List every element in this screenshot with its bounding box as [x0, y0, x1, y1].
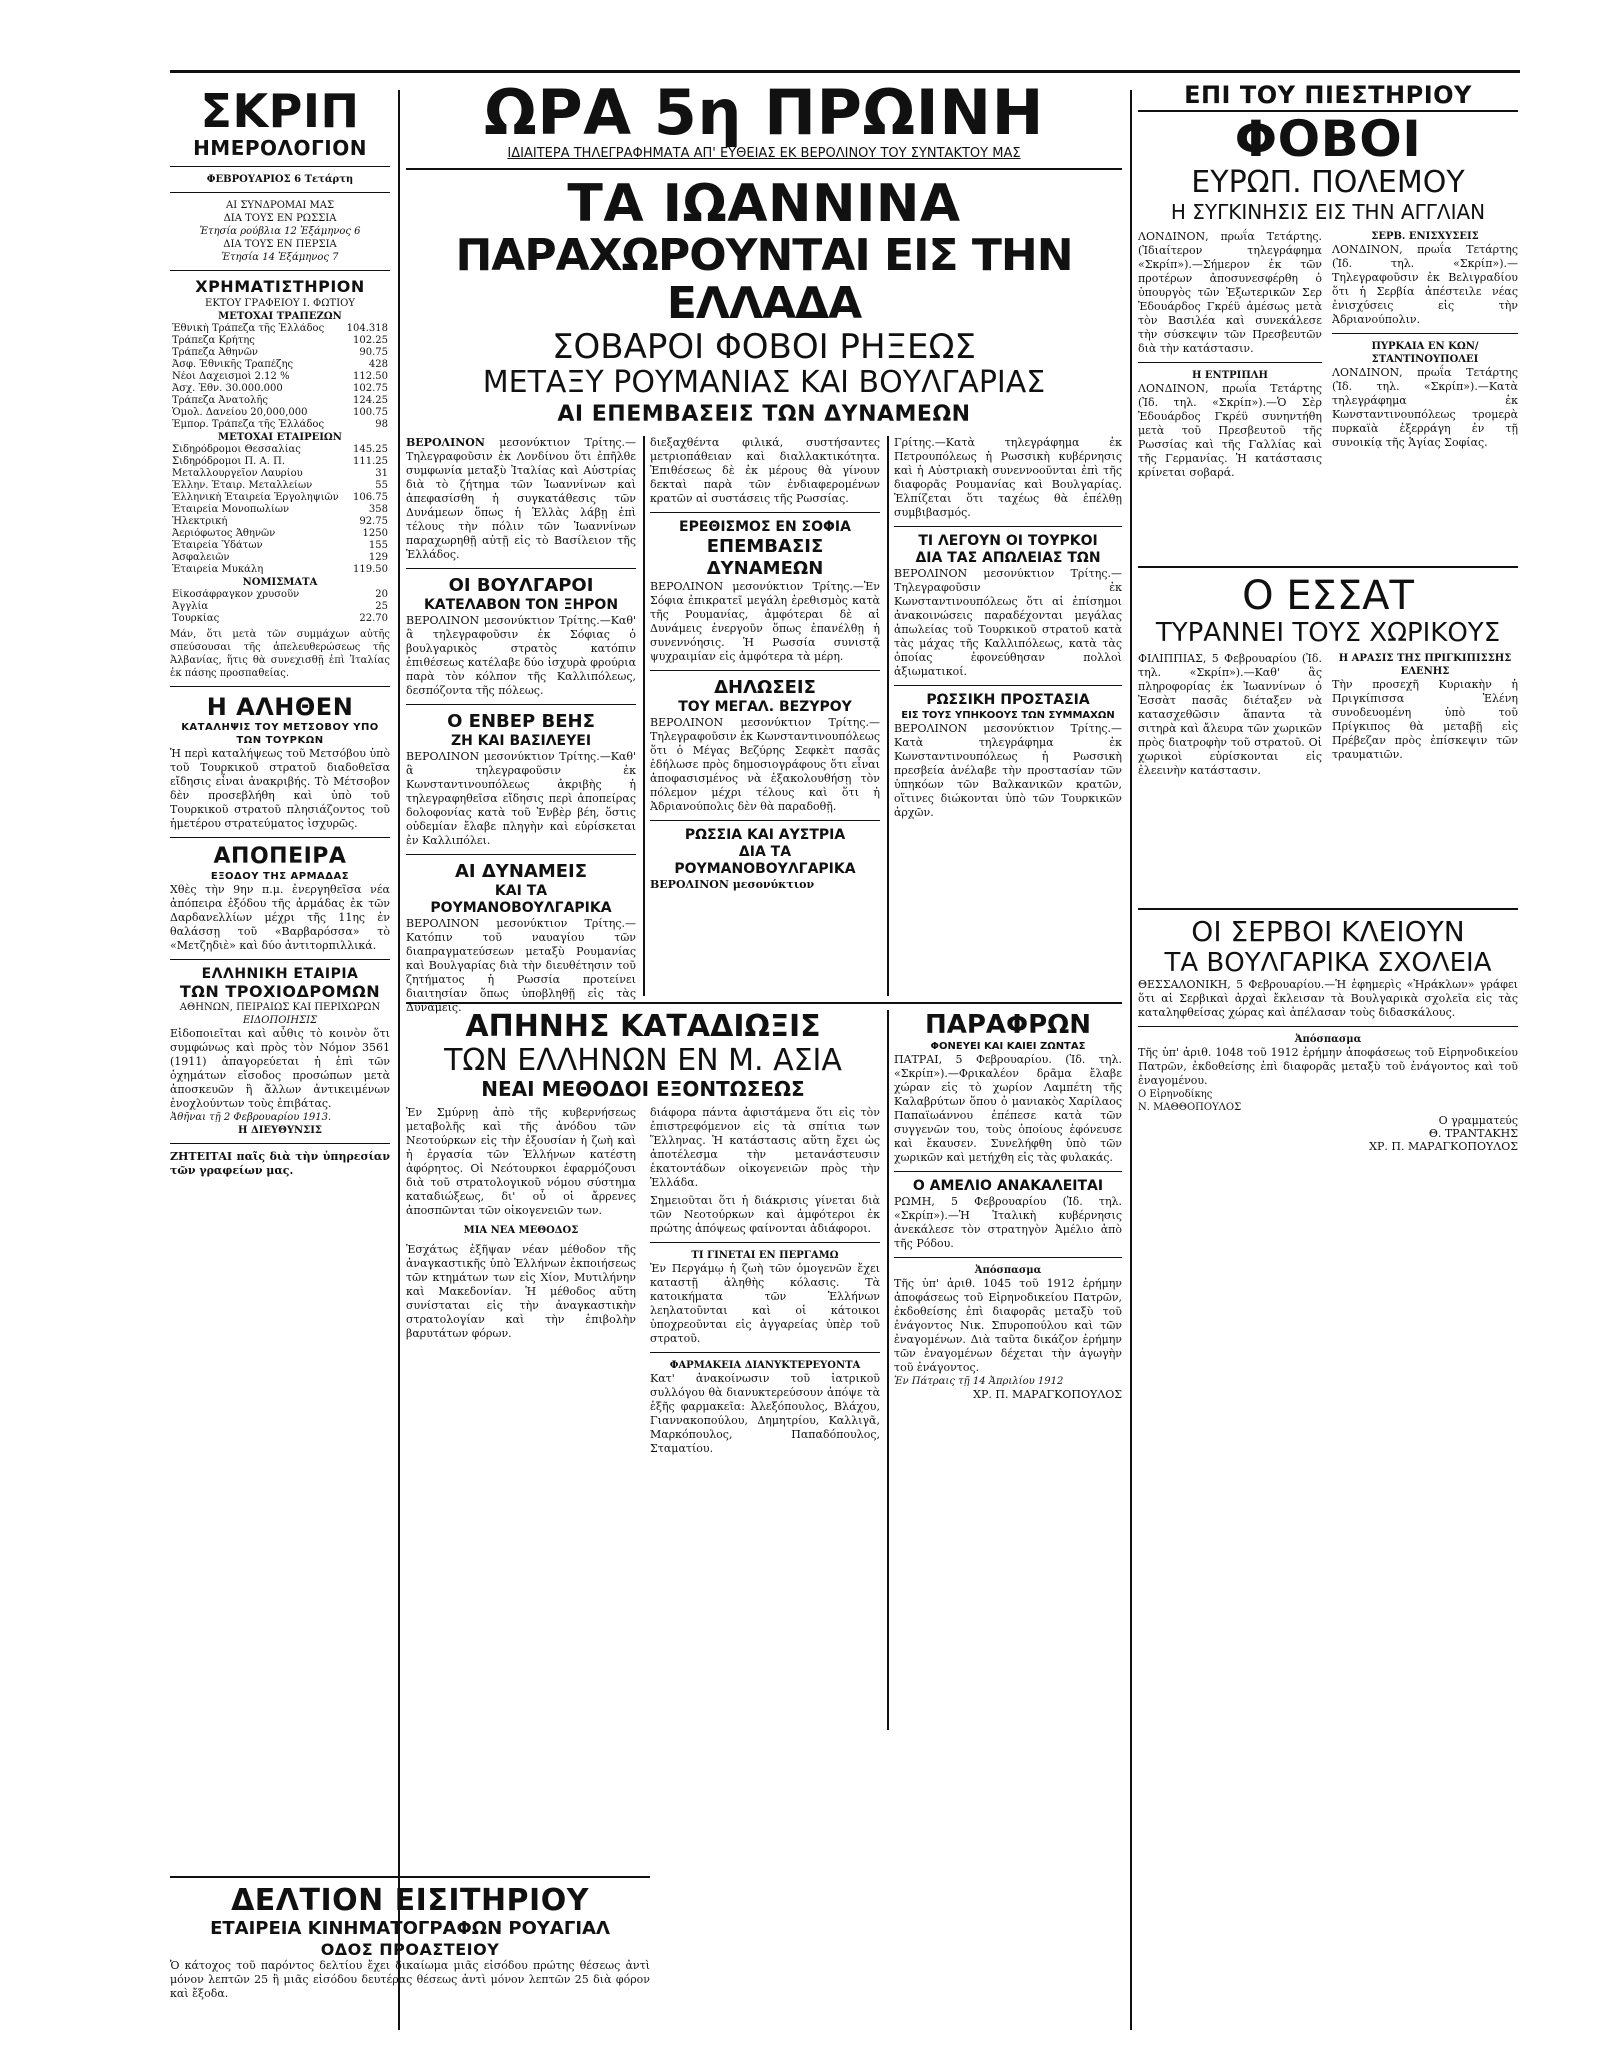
divider: [170, 686, 390, 687]
legal-text: Τῆς ὑπ' ἀριθ. 1045 τοῦ 1912 ἐρήμην ἀποφάσεως τοῦ Εἰρηνοδικείου Πατρῶν, ἐκδοθείσης ἐπὶ διαφορᾶς μεταξὺ τοῦ ἐνάγοντος Νικ. Σπυροπούλου καὶ τῶν ἐναγομένων. Διὰ ταῦτα δικάζον ἐρήμην τῶν ἐναγομένων δέχεται τὴν ἀγωγὴν τοῦ ἐνάγοντος.: [894, 1277, 1122, 1374]
market-value: 102.75: [353, 383, 388, 394]
column-rule: [887, 436, 889, 996]
subscriptions-title: ΑΙ ΣΥΝΔΡΟΜΑΙ ΜΑΣ: [225, 200, 335, 211]
market-name: Ἑταιρεία Μονοπωλίων: [172, 504, 290, 515]
market-value: 22.70: [359, 613, 388, 624]
sofia-sub: ΕΠΕΜΒΑΣΙΣ ΔΥΝΑΜΕΩΝ: [706, 536, 824, 579]
divider: [1138, 362, 1322, 363]
essat-head: Ο ΕΣΣΑΤ: [1242, 573, 1414, 619]
market-row: [170, 613, 390, 625]
press-kicker: ΕΠΙ ΤΟΥ ΠΙΕΣΤΗΡΙΟΥ: [1138, 80, 1518, 112]
tram-company-head2: ΤΩΝ ΤΡΟΧΙΟΔΡΟΜΩΝ: [179, 982, 381, 1001]
market-name: Μεταλλουργεῖον Λαυρίου: [172, 468, 303, 479]
cinema-ad-street: ΟΔΟΣ ΠΡΟΑΣΤΕΙΟΥ: [320, 1940, 500, 1959]
fire-head: ΠΥΡΚΑΙΑ ΕΝ ΚΩΝ/ΣΤΑΝΤΙΝΟΥΠΟΛΕΙ: [1371, 341, 1479, 365]
story-fleet-sub: ΕΞΟΔΟΥ ΤΗΣ ΑΡΜΑΔΑΣ: [210, 871, 350, 882]
market-name: Τράπεζα Ἀθηνῶν: [172, 347, 258, 358]
subs-persia-price: Ἐτησία 14 Ἑξάμηνος 7: [221, 252, 339, 263]
cinema-ad: [170, 1870, 650, 2001]
right-col-a: [1138, 230, 1322, 480]
masthead-subtitle: ΙΔΙΑΙΤΕΡΑ ΤΗΛΕΓΡΑΦΗΜΑΤΑ ΑΠ' ΕΥΘΕΙΑΣ ΕΚ ΒΕΡΟΛΙΝΟΥ ΤΟΥ ΣΥΝΤΑΚΤΟΥ ΜΑΣ: [507, 146, 1021, 161]
date-line: ΦΕΒΡΟΥΑΡΙΟΣ 6 Τετάρτη: [206, 174, 354, 185]
market-name: Τράπεζα Ἀνατολῆς: [172, 395, 268, 406]
right-column: [1138, 80, 1518, 1153]
divider: [170, 837, 390, 838]
market-value: 119.50: [353, 564, 388, 575]
bulgarians-text: ΒΕΡΟΛΙΝΟΝ μεσονύκτιον Τρίτης.—Καθ' ἃ τηλεγραφοῦσιν ἐκ Σόφιας ὁ βουλγαρικὸς στρατὸς κατόπιν ἐπιθέσεως κατέλαβε δύο ἰσχυρὰ φρούρια παρὰ τὸν κόλπον τῆς Καλλιπόλεως, δεσπόζοντα τῆς πόλεως.: [406, 614, 636, 697]
paper-name: ΣΚΡΙΠ: [200, 84, 360, 138]
market-row: [170, 456, 390, 468]
market-value: 98: [375, 419, 388, 430]
newspaper-page: [170, 70, 1520, 2030]
divider: [170, 1143, 390, 1144]
helen-block: [1332, 652, 1518, 762]
right-grid-1: [1138, 230, 1518, 560]
ioannina-story: [406, 436, 636, 562]
market-row: [170, 335, 390, 347]
divider: [650, 1352, 880, 1353]
bourse-subtitle: ΕΚΤΟΥ ΓΡΑΦΕΙΟΥ Ι. ΦΩΤΙΟΥ: [205, 298, 355, 309]
divider: [650, 670, 880, 671]
market-name: Ἀσφαλειῶν: [172, 552, 230, 563]
market-value: 20: [375, 589, 388, 600]
market-value: 104.318: [346, 323, 388, 334]
market-name: Τουρκίας: [172, 613, 220, 624]
market-row: [170, 371, 390, 383]
russian-protection-sub: ΕΙΣ ΤΟΥΣ ΥΠΗΚΟΟΥΣ ΤΩΝ ΣΥΜΜΑΧΩΝ: [901, 710, 1115, 721]
market-value: 1250: [362, 528, 388, 539]
turks-head: ΤΙ ΛΕΓΟΥΝ ΟΙ ΤΟΥΡΚΟΙ: [918, 533, 1098, 549]
legal-date: Ἐν Πάτραις τῇ 14 Ἀπριλίου 1912: [894, 1376, 1064, 1387]
market-name: Ἀγγλία: [172, 601, 209, 612]
divider: [1138, 1026, 1518, 1027]
news-col-1: [406, 436, 636, 1015]
powers-head: ΑΙ ΔΥΝΑΜΕΙΣ: [454, 861, 588, 882]
third-headline: ΑΙ ΕΠΕΜΒΑΣΕΙΣ ΤΩΝ ΔΥΝΑΜΕΩΝ: [557, 402, 971, 427]
market-name: Νέοι Δαχεισμοὶ 2.12 %: [172, 371, 290, 382]
essat-text: ΦΙΛΙΠΠΙΑΣ, 5 Φεβρουαρίου (Ἰδ. τηλ. «Σκρίπ»).—Καθ' ἃς πληροφορίας ἐκ Ἰωαννίνων ὁ Ἐσσὰτ πασᾶς διέταξεν νὰ κατασχεθῶσιν ἅπαντα τὰ σιτηρὰ καὶ ἄλευρα τῶν χωρικῶν πρὸς διατροφὴν τοῦ στρατοῦ. Οἱ χωρικοὶ εὑρίσκονται εἰς ἐλεεινὴν κατάστασιν.: [1138, 652, 1322, 777]
column-rule: [1130, 90, 1132, 2030]
divider: [650, 512, 880, 513]
ameleio-head: Ο ΑΜΕΛΙΟ ΑΝΑΚΑΛΕΙΤΑΙ: [912, 1178, 1104, 1194]
market-value: 428: [368, 359, 388, 370]
market-name: Ἐλλην. Ἑταιρ. Μεταλλείων: [172, 480, 313, 491]
russia-austria-head: ΡΩΣΣΙΑ ΚΑΙ ΑΥΣΤΡΙΑ: [684, 827, 846, 843]
market-name: Ἑταιρεία Μυκάλη: [172, 564, 264, 575]
top-rule: [170, 70, 1520, 73]
market-value: 55: [375, 480, 388, 491]
col3-text: Γρίτης.—Κατὰ τηλεγράφημα ἐκ Πετρουπόλεως ἡ Ρωσσικὴ κυβέρνησις καὶ ἡ Αὐστριακὴ συνεννοοῦνται ἐπὶ τῆς διαφορᾶς Ρουμανίας καὶ Βουλγαρίας. Ἐλπίζεται ὅτι ταχέως θὰ ἐπέλθῃ συμβιβασμός.: [894, 436, 1122, 519]
divider: [1138, 908, 1518, 910]
center-block: [406, 80, 1122, 1730]
market-name: Ἀσχ. Ἐθν. 30.000.000: [172, 383, 283, 394]
market-name: Σιδηρόδρομοι Π. Α. Π.: [172, 456, 285, 467]
market-value: 358: [368, 504, 388, 515]
market-row: [170, 504, 390, 516]
column-rule: [643, 436, 645, 996]
main-headline: ΤΑ ΙΩΑΝΝΙΝΑ: [567, 174, 961, 234]
market-value: 102.25: [353, 335, 388, 346]
col2-text: διεξαχθέντα φιλικά, συστήσαντες μετριοπάθειαν καὶ διαλλακτικότητα. Ἐπιθέσεως δὲ ἐκ μέρους θὰ γίνουν δεκταὶ παρὰ τῶν ἐνδιαφερομένων κρατῶν αἱ συστάσεις τῆς Ρωσσίας.: [650, 436, 880, 505]
divider: [170, 166, 390, 167]
tram-notice-date: Ἀθῆναι τῇ 2 Φεβρουαρίου 1913.: [170, 1112, 332, 1123]
asia-columns: [406, 1106, 880, 1716]
story-mestovo-sub: ΚΑΤΑΛΗΨΙΣ ΤΟΥ ΜΕΤΣΟΒΟΥ ΥΠΟ ΤΩΝ ΤΟΥΡΚΩΝ: [181, 722, 379, 746]
subs-russia-price: Ἐτησία ρούβλια 12 Ἑξάμηνος 6: [199, 226, 361, 237]
notice-sig-d: Θ. ΤΡΑΝΤΑΚΗΣ: [1428, 1127, 1518, 1140]
new-method-head: ΜΙΑ ΝΕΑ ΜΕΘΟΔΟΣ: [463, 1225, 579, 1236]
market-row: [170, 407, 390, 419]
divider: [406, 568, 636, 569]
bourse-note: Μάν, ὅτι μετὰ τῶν συμμάχων αὐτῆς σπεύσουσαι τῆς ἀπελευθερώσεως τῆς Ἀλβανίας, ἥτις θὰ συνεχισθῇ ἐπὶ Ἰταλίας ἐκ πάσης προσπαθείας.: [170, 629, 390, 679]
bulgarians-head: ΟΙ ΒΟΥΛΓΑΡΟΙ: [448, 575, 594, 596]
pergamo-text: Ἐν Περγάμῳ ἡ ζωὴ τῶν ὁμογενῶν ἔχει καταστῇ ἀληθὴς κόλασις. Τὰ κατοικήματα τῶν Ἑλλήνων λεηλατοῦνται καὶ οἱ κάτοικοι ὑποχρεοῦνται εἰς ἀγγαρείας ὑπὲρ τοῦ στρατοῦ.: [650, 1262, 880, 1345]
fx-title: ΝΟΜΙΣΜΑΤΑ: [242, 577, 318, 588]
market-value: 100.75: [353, 407, 388, 418]
enver-head: Ο ΕΝΒΕΡ ΒΕΗΣ: [447, 711, 595, 732]
market-row: [170, 468, 390, 480]
murder-text: ΠΑΤΡΑΙ, 5 Φεβρουαρίου. (Ἰδ. τηλ. «Σκρίπ»).—Φρικαλέον δρᾶμα ἔλαβε χώραν εἰς τὸ χωρίον Λαμπέτη τῆς Καλαβρύτων ὅπου ὁ μανιακὸς Χαρίλαος Παπαϊωάννου ἐπέπεσε κατὰ τῶν συγγενῶν του, τοὺς ὁποίους ἐφόνευσε καὶ ἔκαυσεν. Συνελήφθη ὑπὸ τῶν χωρικῶν καὶ μετήχθη εἰς τὰς φυλακάς.: [894, 1053, 1122, 1164]
ameleio-text: ΡΩΜΗ, 5 Φεβρουαρίου (Ἰδ. τηλ. «Σκρίπ»).—Ἡ Ἰταλικὴ κυβέρνησις ἀνεκάλεσε τὸν στρατηγὸν Ἀμέλιο ἀπὸ τῆς Ρόδου.: [894, 1195, 1122, 1250]
notice-sig-a: Ο Εἰρηνοδίκης: [1138, 1089, 1213, 1100]
asia-sub: ΝΕΑΙ ΜΕΘΟΔΟΙ ΕΞΟΝΤΩΣΕΩΣ: [481, 1077, 805, 1101]
asia-text-1: Ἐν Σμύρνῃ ἀπὸ τῆς κυβερνήσεως μεταβολῆς καὶ τῆς ἀνόδου τῶν Νεοτούρκων εἰς τὴν ἐξουσίαν ἡ ζωὴ καὶ ἡ ἐργασία τῶν Ἑλλήνων κατέστη ἀφόρητος. Οἱ Νεότουρκοι ἐφαρμόζουσι διὰ τοῦ στρατολογικοῦ νόμου σύστημα καταδιώξεως, δι' οὗ οἱ ἄρρενες ἀποσπῶνται τῶν οἰκογενειῶν των.: [406, 1106, 636, 1217]
market-row: [170, 528, 390, 540]
story-mestovo-head: Η ΑΛΗΘΕΝ: [206, 693, 354, 721]
left-column: [170, 80, 390, 1178]
tram-company-sub: ΑΘΗΝΩΝ, ΠΕΙΡΑΙΩΣ ΚΑΙ ΠΕΡΙΧΩΡΩΝ: [179, 1002, 381, 1013]
divider: [406, 854, 636, 855]
declarations-sub: ΤΟΥ ΜΕΓΑΛ. ΒΕΖΥΡΟΥ: [678, 699, 852, 715]
serbs-sub: ΤΑ ΒΟΥΛΓΑΡΙΚΑ ΣΧΟΛΕΙΑ: [1164, 948, 1492, 978]
story-fleet-head: ΑΠΟΠΕΙΡΑ: [213, 844, 347, 869]
market-name: Ἀεριόφωτος Ἀθηνῶν: [172, 528, 276, 539]
news-col-2: [650, 436, 880, 892]
notice-title: Ἀπόσπασμα: [1294, 1034, 1362, 1045]
story-mestovo-body: Ἡ περὶ καταλήψεως τοῦ Μετσόβου ὑπὸ τοῦ Τουρκικοῦ στρατοῦ διαδοθεῖσα εἴδησις εἶναι ἀνακριβής. Τὸ Μέτσοβον δὲν προσεβλήθη καὶ ὑπὸ τοῦ Τουρκικοῦ στρατοῦ πλησιάζοντος τοῦ ἡμετέρου στρατεύματος ἰσχυρῶς.: [170, 747, 390, 830]
bourse-title: ΧΡΗΜΑΤΙΣΤΗΡΙΟΝ: [195, 277, 365, 296]
market-name: Τράπεζα Κρήτης: [172, 335, 255, 346]
pharmacies-text: Κατ' ἀνακοίνωσιν τοῦ ἰατρικοῦ συλλόγου θὰ διανυκτερεύσουν ἀπόψε τὰ ἑξῆς φαρμακεῖα: Ἀλεξόπουλος, Βλάχου, Γιαννακοπούλου, Δημητρίου, Καλλιγᾶ, Μαρκόπουλος, Παπαδόπουλος, Σταματίου.: [650, 1372, 880, 1455]
market-row: [170, 589, 390, 601]
fx-table: [170, 589, 390, 625]
main-headline-2: ΠΑΡΑΧΩΡΟΥΝΤΑΙ ΕΙΣ ΤΗΝ ΕΛΛΑΔΑ: [455, 230, 1073, 329]
tram-notice-sign: Η ΔΙΕΥΘΥΝΣΙΣ: [238, 1125, 322, 1136]
legal-title: Ἀπόσπασμα: [974, 1265, 1042, 1276]
pergamo-head: ΤΙ ΓΙΝΕΤΑΙ ΕΝ ΠΕΡΓΑΜΩ: [691, 1250, 839, 1261]
market-name: Εἰκοσάφραγκον χρυσοῦν: [172, 589, 300, 600]
market-name: Ὁμολ. Δανείου 20,000,000: [172, 407, 308, 418]
divider: [894, 1257, 1122, 1258]
banks-title: ΜΕΤΟΧΑΙ ΤΡΑΠΕΖΩΝ: [218, 311, 342, 322]
entente-text: ΛΟΝΔΙΝΟΝ, πρωΐα Τετάρτης (Ἰδ. τηλ. «Σκρίπ»).—Ὁ Σὲρ Ἐδουάρδος Γκρέϋ συνηντήθη μετὰ τοῦ Πρεσβευτοῦ τῆς Ρωσσίας καὶ τῆς Γαλλίας καὶ τῆς Γερμανίας. Ἡ κατάστασις κρίνεται σοβαρά.: [1138, 382, 1322, 479]
declarations-text: ΒΕΡΟΛΙΝΟΝ μεσονύκτιον Τρίτης.—Τηλεγραφοῦσιν ἐκ Κωνσταντινουπόλεως ὅτι ὁ Μέγας Βεζύρης Σεφκὲτ πασᾶς ἐδήλωσε πρὸς δημοσιογράφους ὅτι εἶναι ἀποφασισμένος νὰ ἐξακολουθήσῃ τὸν πόλεμον μέχρι τέλους καὶ ὅτι ἡ Ἀδριανούπολις δὲν θὰ παραδοθῇ.: [650, 716, 880, 813]
market-value: 25: [375, 601, 388, 612]
divider: [170, 1876, 650, 1878]
second-headline: ΣΟΒΑΡΟΙ ΦΟΒΟΙ ΡΗΞΕΩΣ: [552, 327, 976, 367]
market-value: 31: [375, 468, 388, 479]
market-name: Ἠλεκτρική: [172, 516, 228, 527]
tram-notice-body: Εἰδοποιεῖται καὶ αὖθις τὸ κοινὸν ὅτι συμφώνως καὶ πρὸς τὸν Νόμον 3561 (1911) ἀπαγορεύεται ἡ ἐπὶ τῶν ὀχημάτων εἴσοδος προσώπων μετὰ ἀποσκευῶν ἢ ἄλλων ἀντικειμένων ἐνοχλούντων τοὺς ἐπιβάτας.: [170, 1027, 390, 1110]
market-value: 90.75: [359, 347, 388, 358]
asia-col-b: [650, 1106, 880, 1456]
column-rule: [398, 90, 400, 2030]
declarations-head: ΔΗΛΩΣΕΙΣ: [714, 677, 816, 698]
powers-text: ΒΕΡΟΛΙΝΟΝ μεσονύκτιον Τρίτης.— Κατόπιν τοῦ ναυαγίου τῶν διαπραγματεύσεων μεταξὺ Ρουμανίας καὶ Βουλγαρίας διὰ τὴν διευθέτησιν τοῦ ζητήματος ἡ Ρωσσία προτείνει διαιτησίαν ὅπως ὑποβληθῇ εἰς τὰς Δυνάμεις.: [406, 917, 636, 1014]
divider: [1138, 566, 1518, 568]
turks-text: ΒΕΡΟΛΙΝΟΝ μεσονύκτιον Τρίτης.— Τηλεγραφοῦσιν ἐκ Κωνσταντινουπόλεως ὅτι αἱ ἐπίσημοι ἀνακοινώσεις παραδέχονται μεγάλας ἀπωλείας τοῦ Τουρκικοῦ στρατοῦ κατὰ τὰς μάχας τῆς Καλλιπόλεως, κατὰ τὰς ὁποίας ἐφονεύθησαν πολλοὶ ἀξιωματικοί.: [894, 567, 1122, 678]
fears-headline-c: Η ΣΥΓΚΙΝΗΣΙΣ ΕΙΣ ΤΗΝ ΑΓΓΛΙΑΝ: [1170, 200, 1486, 224]
russia-austria-text: ΒΕΡΟΛΙΝΟΝ μεσονύκτιον: [650, 878, 815, 891]
serb-reinforcements-head: ΣΕΡΒ. ΕΝΙΣΧΥΣΕΙΣ: [1371, 231, 1479, 242]
notice-sig-c: Ο γραμματεύς: [1438, 1114, 1518, 1127]
asia-text-2: Ἐσχάτως ἐξῆψαν νέαν μέθοδον τῆς ἀναγκαστικῆς ὑπὸ Ἑλλήνων ἐκποιήσεως τῶν κτημάτων των εἰς Χίον, Μυτιλήνην καὶ Μακεδονίαν. Ἡ μέθοδος αὕτη συνίσταται εἰς τὴν ἀναγκαστικὴν στρατολογίαν καὶ τὴν ἐπιβολὴν βαρυτάτων φόρων.: [406, 1243, 636, 1340]
turks-sub: ΔΙΑ ΤΑΣ ΑΠΩΛΕΙΑΣ ΤΩΝ: [915, 550, 1101, 566]
divider: [170, 270, 390, 271]
market-row: [170, 516, 390, 528]
fears-headline-b: ΕΥΡΩΠ. ΠΟΛΕΜΟΥ: [1191, 165, 1465, 200]
market-row: [170, 347, 390, 359]
divider: [650, 1242, 880, 1243]
companies-title: ΜΕΤΟΧΑΙ ΕΤΑΙΡΕΙΩΝ: [218, 432, 342, 443]
helen-text: Τὴν προσεχῆ Κυριακὴν ἡ Πριγκίπισσα Ἑλένη συνοδευομένη ὑπὸ τοῦ Πρίγκιπος θὰ μεταβῇ εἰς Πρέβεζαν πρὸς ἐπίσκεψιν τῶν τραυματιῶν.: [1332, 678, 1518, 761]
market-value: 92.75: [359, 516, 388, 527]
news-col-3: [894, 436, 1122, 820]
divider: [894, 685, 1122, 686]
asia-text-3: διάφορα πάντα ἀφιστάμενα ὅτι εἰς τὸν ἐπιστρεφόμενον εἰς τὰ σπίτια των Ἕλληνας. Ἡ κατάστασις αὕτη ἔχει ὡς ἀποτέλεσμα τὴν μετανάστευσιν ἑκατοντάδων οἰκογενειῶν πρὸς τὴν Ἑλλάδα.: [650, 1106, 880, 1189]
sofia-text: ΒΕΡΟΛΙΝΟΝ μεσονύκτιον Τρίτης.—Ἐν Σόφια ἐπικρατεῖ μεγάλη ἐρεθισμὸς κατὰ τῆς Ρουμανίας, ἀμφότεραι δὲ αἱ Δυνάμεις ἐνεργοῦν ὅπως ἐπανέλθῃ ἡ συνεννόησις. Ἡ Ρωσσία συνιστᾷ ψυχραιμίαν εἰς ἀμφότερα τὰ μέρη.: [650, 580, 880, 663]
fears-headline: ΦΟΒΟΙ: [1234, 110, 1422, 168]
divider: [1332, 333, 1518, 334]
helen-head: Η ΑΡΑΣΙΣ ΤΗΣ ΠΡΙΓΚΙΠΙΣΣΗΣ ΕΛΕΝΗΣ: [1338, 653, 1512, 677]
notice-signature: ΧΡ. Π. ΜΑΡΑΓΚΟΠΟΥΛΟΣ: [1369, 1140, 1518, 1153]
powers-sub: ΚΑΙ ΤΑ ΡΟΥΜΑΝΟΒΟΥΛΓΑΡΙΚΑ: [430, 883, 612, 916]
story-fleet-body: Χθὲς τὴν 9ην π.μ. ἐνεργηθεῖσα νέα ἀπόπειρα ἐξόδου τῆς ἀρμάδας ἐκ τῶν Δαρδανελλίων μέχρι τῆς 11ης ἐν θαλάσσῃ τοῦ «Βαρβαρόσσα» τὸ «Μετζηδιὲ» καὶ δύο ἀντιτορπιλλικά.: [170, 883, 390, 952]
market-row: [170, 492, 390, 504]
companies-table: [170, 444, 390, 576]
murder-head: ΠΑΡΑΦΡΩΝ: [924, 1010, 1092, 1040]
divider: [406, 704, 636, 705]
cinema-ad-title: ΔΕΛΤΙΟΝ ΕΙΣΙΤΗΡΙΟΥ: [231, 1883, 589, 1918]
lower-grid: [406, 1010, 1122, 1730]
divider: [170, 959, 390, 960]
market-row: [170, 552, 390, 564]
tram-company-head: ΕΛΛΗΝΙΚΗ ΕΤΑΙΡΙΑ: [201, 966, 359, 982]
divider: [170, 192, 390, 193]
market-name: Ἑλληνικὴ Ἑταιρεία Ἐργοληψιῶν: [172, 492, 339, 503]
cinema-ad-company: ΕΤΑΙΡΕΙΑ ΚΙΝΗΜΑΤΟΓΡΑΦΩΝ ΡΟΥΑΓΙΑΛ: [210, 1918, 610, 1939]
masthead-title: ΩΡΑ 5η ΠΡΩΙΝΗ: [484, 80, 1044, 149]
legal-signature: ΧΡ. Π. ΜΑΡΑΓΚΟΠΟΥΛΟΣ: [973, 1388, 1122, 1401]
column-rule: [887, 1010, 889, 1730]
right-grid-2: [1138, 652, 1518, 902]
tram-notice-title: ΕΙΔΟΠΟΙΗΣΙΣ: [242, 1015, 318, 1026]
divider: [406, 168, 1122, 170]
market-name: Σιδηρόδρομοι Θεσσαλίας: [172, 444, 301, 455]
market-name: Ἐθνικὴ Τράπεζα τῆς Ἑλλάδος: [172, 323, 325, 334]
market-row: [170, 564, 390, 576]
asia-head-2: ΤΩΝ ΕΛΛΗΝΩΝ ΕΝ Μ. ΑΣΙΑ: [444, 1043, 842, 1078]
serbs-text: ΘΕΣΣΑΛΟΝΙΚΗ, 5 Φεβρουαρίου.—Ἡ ἐφημερὶς «Ἠράκλων» γράφει ὅτι αἱ Σερβικαὶ ἀρχαὶ ἔκλεισαν τὰ Βουλγαρικὰ σχολεῖα εἰς τὰς καταληφθείσας χώρας καὶ ἀπέλασαν τοὺς διδασκάλους.: [1138, 978, 1518, 1019]
asia-head: ΑΠΗΝΗΣ ΚΑΤΑΔΙΩΞΙΣ: [465, 1009, 821, 1044]
asia-story: [406, 1010, 880, 1716]
subs-russia: ΔΙΑ ΤΟΥΣ ΕΝ ΡΩΣΣΙΑ: [223, 213, 337, 224]
murder-story: [894, 1010, 1122, 1401]
cinema-ad-text: Ὁ κάτοχος τοῦ παρόντος δελτίου ἔχει δικαίωμα μιᾶς εἰσόδου πρώτης θέσεως ἀντὶ μόνον λεπτῶν 25 ἢ μιᾶς εἰσόδου δευτέρας θέσεως ἀντὶ μόνον λεπτῶν 25 διὰ φόρον καὶ ἔξοδα.: [170, 1959, 650, 2000]
murder-sub: ΦΟΝΕΥΕΙ ΚΑΙ ΚΑΙΕΙ ΖΩΝΤΑΣ: [930, 1041, 1086, 1052]
banks-table: [170, 323, 390, 431]
london-text: ΛΟΝΔΙΝΟΝ, πρωΐα Τετάρτης. (Ἰδιαίτερον τηλεγράφημα «Σκρίπ»).—Σήμερον ἐκ τῶν προτέρων ἀποσυνεσφέρθη ὁ ὑπουργὸς τῶν Ἐξωτερικῶν Σερ Ἐδουάρδος Γκρέϋ ἀμέσως μετὰ τὸν Βασιλέα καὶ συνεκάλεσε τὴν σύσκεψιν τῶν Πρεσβευτῶν διὰ τὴν κατάστασιν.: [1138, 230, 1322, 355]
market-row: [170, 383, 390, 395]
enver-text: ΒΕΡΟΛΙΝΟΝ μεσονύκτιον Τρίτης.—Καθ' ἃ τηλεγραφοῦσιν ἐκ Κωνσταντινουπόλεως ἀκριβὴς ἡ τηλεγραφηθεῖσα εἴδησις περὶ ἀποπείρας δολοφονίας κατὰ τοῦ Ἐνβὲρ βέη, ὅστις οὐδεμίαν ἔλαβε πληγὴν καὶ εὑρίσκεται ἐν Καλλιπόλει.: [406, 750, 636, 847]
dateline: ΒΕΡΟΛΙΝΟΝ: [406, 436, 485, 449]
divider: [894, 1171, 1122, 1172]
market-name: Ἑταιρεία Ὑδάτων: [172, 540, 263, 551]
serb-reinforcements-text: ΛΟΝΔΙΝΟΝ, πρωΐα Τετάρτης (Ἰδ. τηλ. «Σκρίπ»).—Τηλεγραφοῦσιν ἐκ Βελιγραδίου ὅτι ἡ Σερβία ἀπέστειλε νέας ἐνισχύσεις εἰς τὴν Ἀδριανούπολιν.: [1332, 243, 1518, 326]
essat-sub: ΤΥΡΑΝΝΕΙ ΤΟΥΣ ΧΩΡΙΚΟΥΣ: [1155, 618, 1501, 648]
market-value: 129: [368, 552, 388, 563]
market-value: 155: [368, 540, 388, 551]
russia-austria-sub: ΔΙΑ ΤΑ ΡΟΥΜΑΝΟΒΟΥΛΓΑΡΙΚΑ: [674, 844, 856, 877]
russian-protection-head: ΡΩΣΣΙΚΗ ΠΡΟΣΤΑΣΙΑ: [926, 692, 1090, 708]
market-value: 124.25: [353, 395, 388, 406]
market-row: [170, 540, 390, 552]
market-row: [170, 444, 390, 456]
asia-text-4: Σημειοῦται ὅτι ἡ διάκρισις γίνεται διὰ τῶν Νεοτούρκων καὶ ἀμφότεροι ἐκ πρώτης ἀπόψεως φαίνονται ἀδιάφοροι.: [650, 1194, 880, 1235]
bulgarians-sub: ΚΑΤΕΛΑΒΟΝ ΤΟΝ ΞΗΡΟΝ: [423, 597, 619, 613]
serbs-head: ΟΙ ΣΕΡΒΟΙ ΚΛΕΙΟΥΝ: [1191, 915, 1465, 948]
russian-protection-text: ΒΕΡΟΛΙΝΟΝ μεσονύκτιον Τρίτης.—Κατὰ τηλεγράφημα ἐκ Κωνσταντινουπόλεως ἡ Ρωσσικὴ πρεσβεία ἀνέλαβε τὴν προστασίαν τῶν ὑπηκόων τῶν Βαλκανικῶν κρατῶν, οἵτινες διώκονται ὑπὸ τῶν Τουρκικῶν ἀρχῶν.: [894, 722, 1122, 819]
pharmacies-head: ΦΑΡΜΑΚΕΙΑ ΔΙΑΝΥΚΤΕΡΕΥΟΝΤΑ: [669, 1360, 861, 1371]
market-row: [170, 601, 390, 613]
market-row: [170, 395, 390, 407]
notice-text: Τῆς ὑπ' ἀριθ. 1048 τοῦ 1912 ἐρήμην ἀποφάσεως τοῦ Εἰρηνοδικείου Πατρῶν, ἐκδοθείσης ἐπὶ διαφορᾶς μεταξὺ τοῦ ἐνάγοντος καὶ τοῦ ἐναγομένου.: [1138, 1046, 1518, 1087]
divider: [894, 526, 1122, 527]
divider: [650, 820, 880, 821]
market-value: 145.25: [353, 444, 388, 455]
enver-sub: ΖΗ ΚΑΙ ΒΑΣΙΛΕΥΕΙ: [450, 733, 592, 749]
asia-col-a: [406, 1106, 636, 1341]
market-value: 106.75: [353, 492, 388, 503]
market-row: [170, 359, 390, 371]
ioannina-text: μεσονύκτιον Τρίτης.— Τηλεγραφοῦσιν ἐκ Λονδίνου ὅτι ἐπῆλθε συμφωνία μεταξὺ Ἰταλίας καὶ Αὐστρίας διὰ τὸ ζήτημα τῶν Ἰωαννίνων καὶ ἀπεφασίσθη ἡ συγκατάθεσις τῶν Δυνάμεων ὅπως ἡ Ἑλλὰς λάβῃ ἐπὶ τέλους τὴν πόλιν τῶν Ἰωαννίνων παραχωρηθῇ αὐτῇ εἰς τὸ Βασίλειον τῆς Ἑλλάδος.: [406, 436, 636, 561]
notice-sig-b: Ν. ΜΑΘΘΟΠΟΥΛΟΣ: [1138, 1102, 1242, 1113]
wanted-ad: ΖΗΤΕΙΤΑΙ παῖς διὰ τὴν ὑπηρεσίαν τῶν γραφείων μας.: [170, 1150, 390, 1177]
market-row: [170, 419, 390, 431]
entente-head: Η ΕΝΤΡΙΠΛΗ: [1192, 370, 1268, 381]
right-col-b: [1332, 230, 1518, 450]
market-name: Ἐμπορ. Τράπεζα τῆς Ἑλλάδος: [172, 419, 325, 430]
section-title: ΗΜΕΡΟΛΟΓΙΟΝ: [193, 136, 367, 160]
subs-persia: ΔΙΑ ΤΟΥΣ ΕΝ ΠΕΡΣΙΑ: [223, 239, 337, 250]
market-value: 112.50: [353, 371, 388, 382]
news-grid: [406, 436, 1122, 1014]
market-value: 111.25: [353, 456, 388, 467]
fire-text: ΛΟΝΔΙΝΟΝ, πρωΐα Τετάρτης (Ἰδ. τηλ. «Σκρίπ»).—Κατὰ τηλεγράφημα ἐκ Κωνσταντινουπόλεως τρομερὰ πυρκαϊὰ ἐξερράγη ἐν τῇ συνοικίᾳ τῆς Ἁγίας Σοφίας.: [1332, 366, 1518, 449]
second-headline-b: ΜΕΤΑΞΥ ΡΟΥΜΑΝΙΑΣ ΚΑΙ ΒΟΥΛΓΑΡΙΑΣ: [482, 365, 1046, 400]
sofia-head: ΕΡΕΘΙΣΜΟΣ ΕΝ ΣΟΦΙΑ: [679, 519, 851, 535]
market-row: [170, 323, 390, 335]
market-row: [170, 480, 390, 492]
market-name: Ἀσφ. Ἐθνικῆς Τραπέζης: [172, 359, 294, 370]
